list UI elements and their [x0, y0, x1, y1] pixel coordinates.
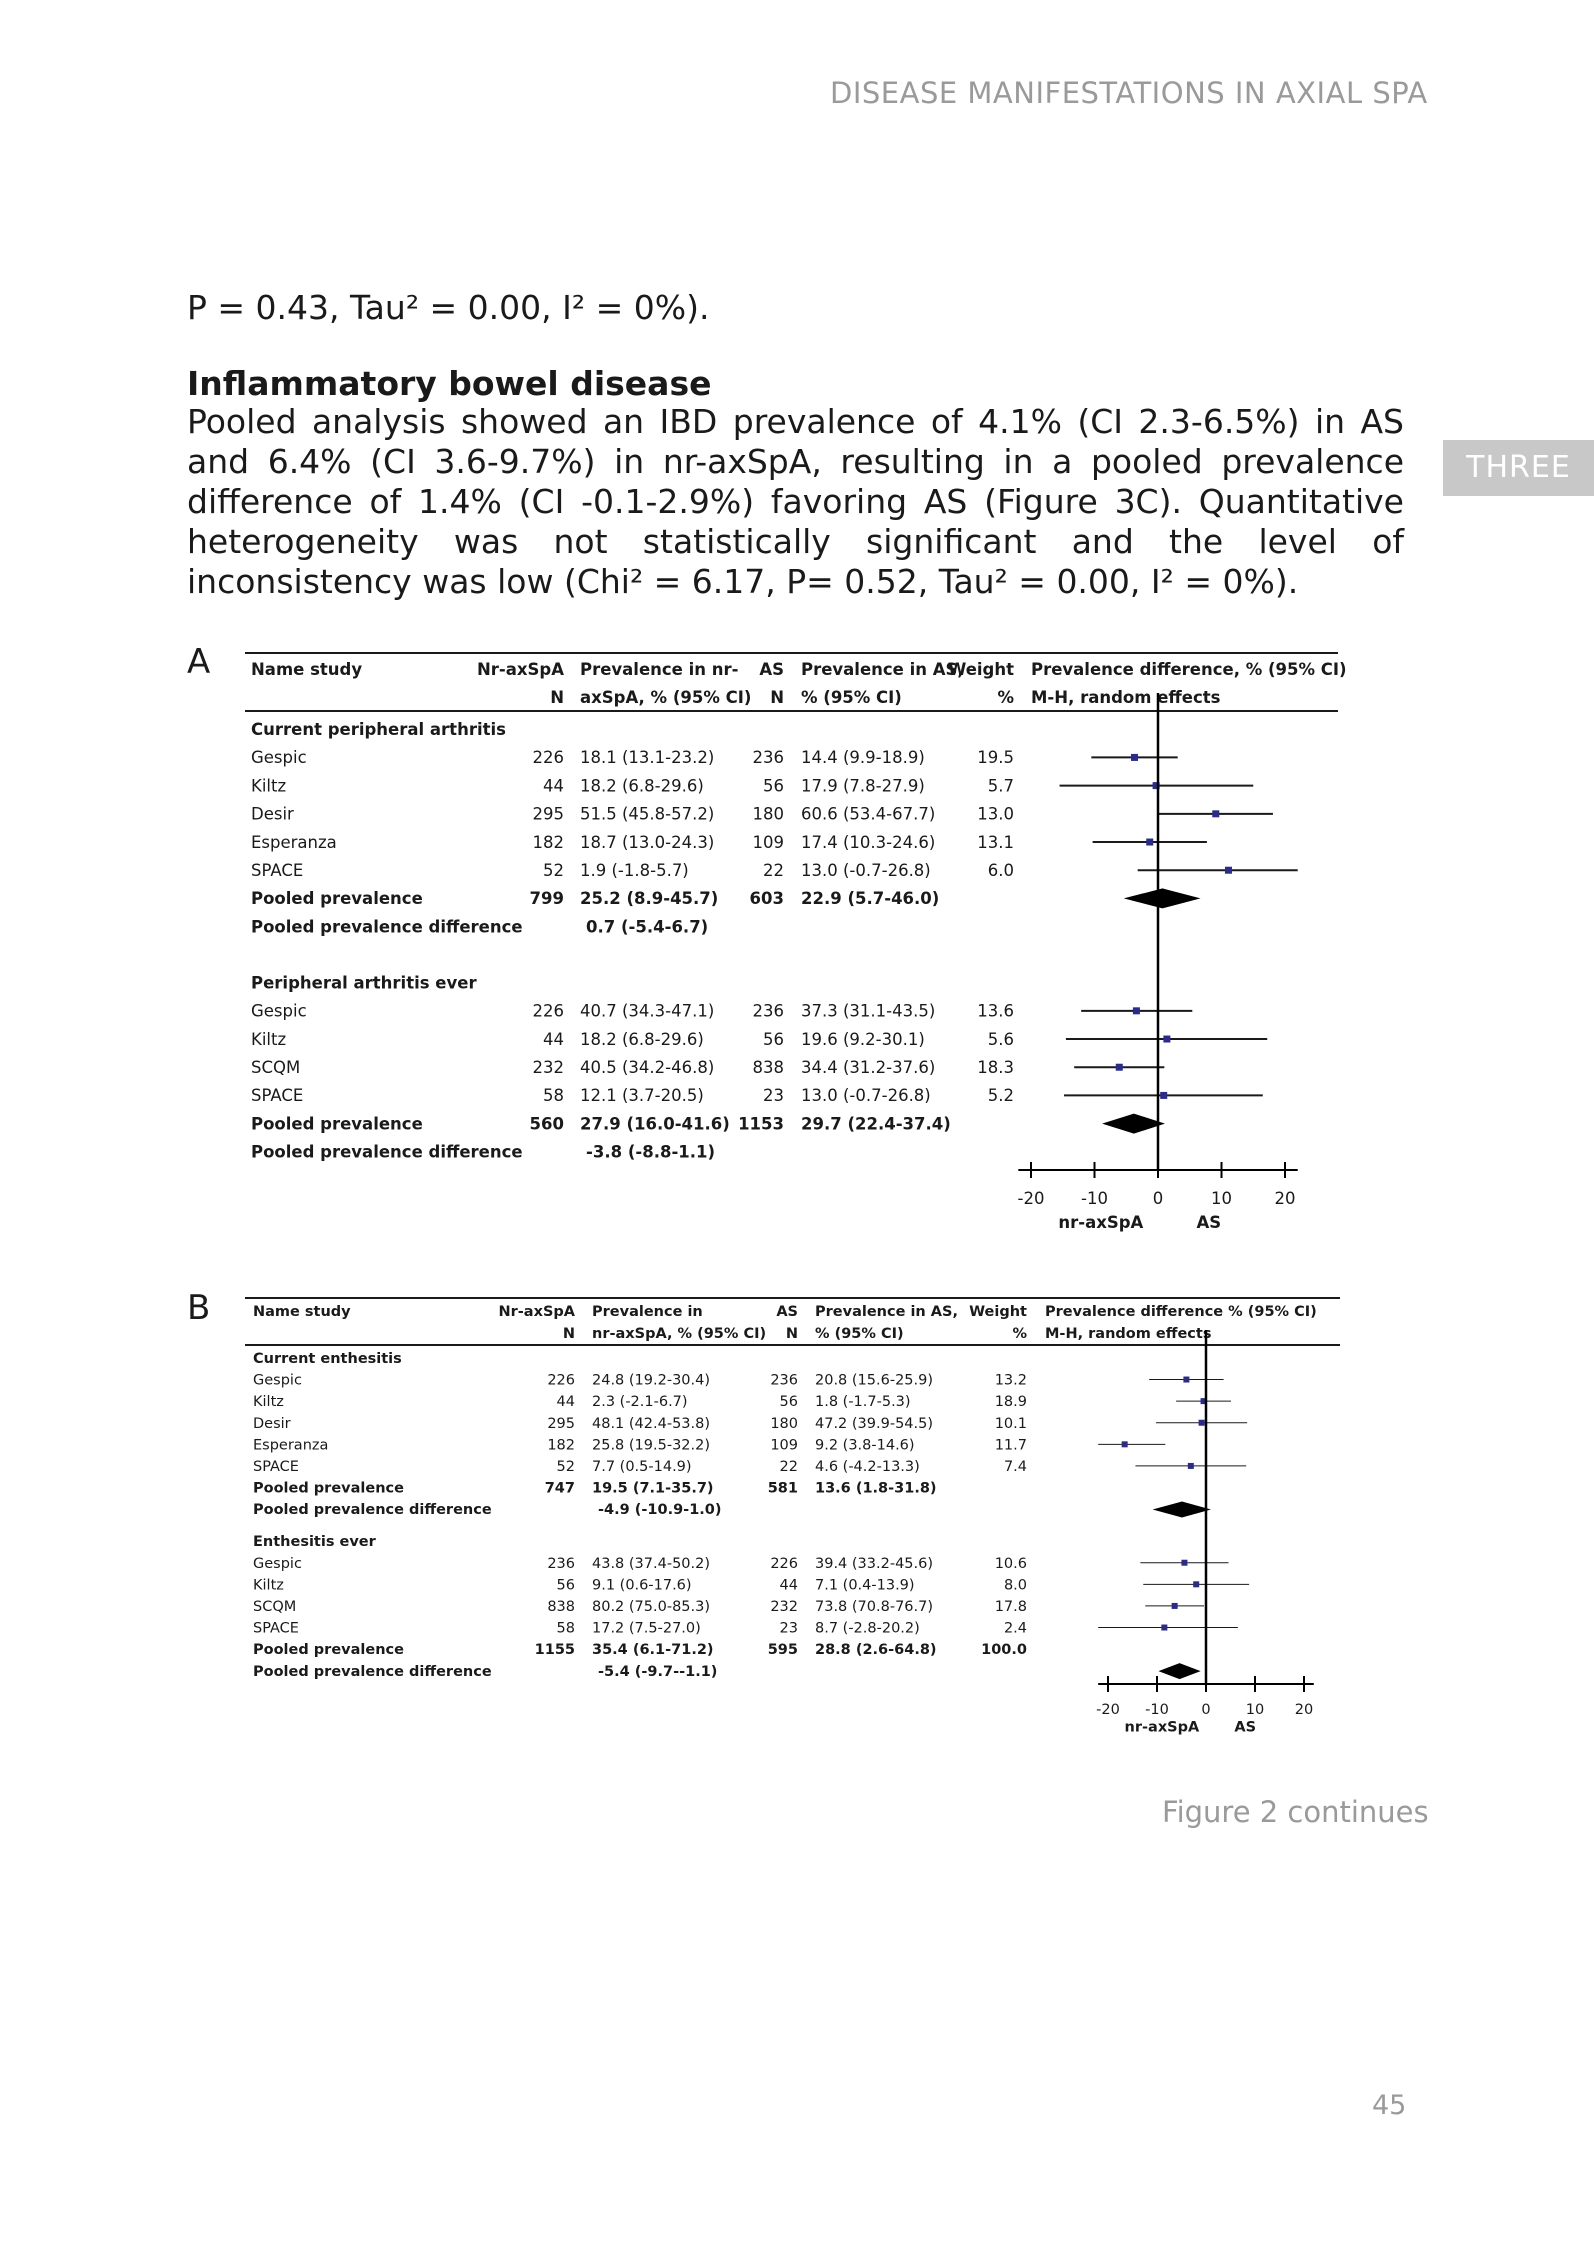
study-name: Esperanza — [251, 832, 337, 852]
study-name: Kiltz — [251, 776, 287, 796]
header-weight: Weight — [969, 1304, 1027, 1320]
pooled-prev-as: 28.8 (2.6-64.8) — [815, 1642, 937, 1659]
point-estimate-marker — [1193, 1581, 1199, 1587]
header-name-study: Name study — [251, 660, 363, 679]
study-weight: 5.2 — [987, 1086, 1014, 1106]
study-name: Kiltz — [253, 1577, 284, 1594]
study-n-as: 22 — [763, 861, 784, 880]
study-name: Esperanza — [253, 1437, 329, 1454]
study-n-nr: 52 — [556, 1459, 575, 1475]
study-prev-as: 37.3 (31.1-43.5) — [801, 1001, 936, 1021]
pooled-n-as: 595 — [767, 1642, 798, 1659]
study-prev-nr: 2.3 (-2.1-6.7) — [592, 1394, 688, 1411]
study-prev-as: 1.8 (-1.7-5.3) — [815, 1394, 911, 1411]
study-n-nr: 58 — [543, 1086, 564, 1106]
study-n-nr: 226 — [532, 748, 564, 768]
study-weight: 13.6 — [977, 1001, 1014, 1021]
header-prev-nr-unit: nr-axSpA, % (95% CI) — [592, 1326, 767, 1342]
pooled-weight: 100.0 — [981, 1642, 1027, 1659]
x-tick-label: -20 — [1017, 1189, 1045, 1208]
header-prev-diff: Prevalence difference % (95% CI) — [1045, 1304, 1317, 1320]
point-estimate-marker — [1183, 1377, 1189, 1383]
pooled-diff-label: Pooled prevalence difference — [251, 917, 523, 937]
study-n-as: 109 — [752, 832, 784, 852]
study-name: Gespic — [253, 1555, 302, 1572]
pooled-n-nr: 799 — [529, 889, 564, 909]
study-weight: 5.6 — [987, 1029, 1014, 1049]
header-weight: Weight — [948, 660, 1014, 679]
study-n-as: 56 — [763, 776, 784, 796]
study-n-as: 23 — [779, 1620, 798, 1637]
study-name: SPACE — [251, 1086, 304, 1106]
x-tick-label: -10 — [1145, 1702, 1169, 1718]
study-prev-nr: 51.5 (45.8-57.2) — [580, 804, 715, 824]
study-prev-as: 60.6 (53.4-67.7) — [801, 804, 936, 824]
header-n2-unit: N — [785, 1326, 798, 1342]
study-n-nr: 44 — [543, 1029, 564, 1049]
group-title: Current peripheral arthritis — [251, 720, 506, 739]
study-prev-nr: 40.7 (34.3-47.1) — [580, 1001, 715, 1021]
study-prev-nr: 48.1 (42.4-53.8) — [592, 1415, 711, 1432]
study-weight: 19.5 — [977, 748, 1014, 768]
header-prev-as-unit: % (95% CI) — [815, 1326, 904, 1342]
study-n-as: 180 — [752, 804, 784, 824]
header-prev-nr: Prevalence in nr- — [580, 660, 739, 679]
figure-b-label: B — [187, 1288, 211, 1328]
study-n-as: 56 — [779, 1394, 798, 1411]
study-weight: 6.0 — [987, 861, 1014, 880]
pooled-prev-as: 13.6 (1.8-31.8) — [815, 1480, 937, 1497]
study-n-as: 180 — [770, 1415, 798, 1432]
study-n-nr: 182 — [532, 832, 564, 852]
study-name: Desir — [253, 1415, 291, 1432]
study-prev-nr: 24.8 (19.2-30.4) — [592, 1372, 711, 1389]
study-prev-as: 17.9 (7.8-27.9) — [801, 776, 925, 796]
study-prev-nr: 7.7 (0.5-14.9) — [592, 1459, 692, 1475]
group-title: Peripheral arthritis ever — [251, 973, 477, 993]
study-prev-nr: 43.8 (37.4-50.2) — [592, 1555, 711, 1572]
chapter-tab: THREE — [1443, 440, 1594, 496]
study-prev-as: 39.4 (33.2-45.6) — [815, 1555, 934, 1572]
study-n-nr: 838 — [547, 1599, 575, 1615]
pooled-diff-value: -5.4 (-9.7--1.1) — [598, 1663, 718, 1680]
header-prev-diff: Prevalence difference, % (95% CI) — [1031, 660, 1347, 679]
study-weight: 18.3 — [977, 1058, 1014, 1077]
header-name-study: Name study — [253, 1304, 351, 1320]
study-weight: 5.7 — [987, 776, 1014, 796]
study-n-as: 236 — [770, 1372, 798, 1389]
pooled-n-nr: 1155 — [534, 1642, 575, 1659]
pooled-n-as: 603 — [749, 889, 784, 909]
study-name: Gespic — [253, 1372, 302, 1389]
study-n-nr: 295 — [547, 1415, 575, 1432]
study-prev-as: 34.4 (31.2-37.6) — [801, 1058, 936, 1077]
pooled-diamond — [1158, 1663, 1200, 1679]
header-n1-unit: N — [550, 688, 564, 707]
study-name: SPACE — [251, 861, 304, 880]
study-prev-as: 9.2 (3.8-14.6) — [815, 1437, 915, 1454]
body-paragraph: Pooled analysis showed an IBD prevalence of 4.1% (CI 2.3-6.5%) in AS and 6.4% (CI 3.6-9.7%) in nr-axSpA, resulting in a pooled prevalence difference of 1.4% (CI -0.1-2.9%) favoring AS (Figure 3C). Quantitative heterogeneity was not statistically significant and the level of inconsistency was low (Chi² = 6.17, P= 0.52, Tau² = 0.00, I² = 0%). — [187, 402, 1404, 601]
x-tick-label: 0 — [1152, 1189, 1164, 1208]
x-axis-right-label: AS — [1196, 1213, 1222, 1233]
header-n1-unit: N — [562, 1326, 575, 1342]
header-prev-nr-unit: axSpA, % (95% CI) — [580, 688, 752, 707]
study-n-nr: 56 — [556, 1577, 575, 1594]
study-weight: 13.0 — [977, 804, 1014, 824]
header-n1: Nr-axSpA — [476, 660, 564, 679]
header-n1: Nr-axSpA — [498, 1304, 575, 1320]
study-prev-as: 13.0 (-0.7-26.8) — [801, 861, 931, 880]
top-text-line: P = 0.43, Tau² = 0.00, I² = 0%). — [187, 288, 710, 327]
pooled-prev-as: 29.7 (22.4-37.4) — [801, 1114, 951, 1134]
study-weight: 13.1 — [977, 832, 1014, 852]
x-tick-label: 20 — [1294, 1702, 1314, 1718]
study-prev-nr: 12.1 (3.7-20.5) — [580, 1086, 704, 1106]
study-n-nr: 44 — [556, 1394, 575, 1411]
study-n-nr: 182 — [547, 1437, 575, 1454]
study-prev-nr: 17.2 (7.5-27.0) — [592, 1620, 701, 1637]
x-tick-label: -20 — [1096, 1702, 1120, 1718]
pooled-diff-value: 0.7 (-5.4-6.7) — [586, 917, 709, 937]
study-weight: 17.8 — [994, 1599, 1027, 1615]
pooled-prev-nr: 35.4 (6.1-71.2) — [592, 1642, 714, 1659]
study-prev-as: 47.2 (39.9-54.5) — [815, 1415, 934, 1432]
group-title: Enthesitis ever — [253, 1534, 376, 1551]
study-name: Gespic — [251, 1001, 307, 1021]
study-n-nr: 232 — [532, 1058, 564, 1077]
figure-continues-note: Figure 2 continues — [1162, 1795, 1429, 1829]
pooled-prev-as: 22.9 (5.7-46.0) — [801, 889, 940, 909]
study-prev-nr: 1.9 (-1.8-5.7) — [580, 861, 689, 880]
pooled-n-nr: 560 — [529, 1114, 564, 1134]
study-n-as: 226 — [770, 1555, 798, 1572]
pooled-prev-nr: 19.5 (7.1-35.7) — [592, 1480, 714, 1497]
study-prev-nr: 18.2 (6.8-29.6) — [580, 776, 704, 796]
study-name: SCQM — [253, 1599, 297, 1615]
pooled-diff-value: -3.8 (-8.8-1.1) — [586, 1142, 716, 1162]
header-n2: AS — [759, 660, 784, 679]
study-n-nr: 44 — [543, 776, 564, 796]
study-n-as: 56 — [763, 1029, 784, 1049]
study-n-as: 44 — [779, 1577, 798, 1594]
study-name: Kiltz — [253, 1394, 284, 1411]
study-prev-as: 8.7 (-2.8-20.2) — [815, 1620, 920, 1637]
study-n-nr: 295 — [532, 804, 564, 824]
study-name: SPACE — [253, 1459, 299, 1475]
x-axis-right-label: AS — [1234, 1719, 1257, 1736]
study-name: Kiltz — [251, 1029, 287, 1049]
study-prev-nr: 25.8 (19.5-32.2) — [592, 1437, 711, 1454]
header-n2: AS — [776, 1304, 798, 1320]
header-method: M-H, random effects — [1045, 1326, 1212, 1342]
header-prev-as-unit: % (95% CI) — [801, 688, 902, 707]
header-prev-as: Prevalence in AS, — [815, 1304, 958, 1320]
pooled-label: Pooled prevalence — [253, 1642, 404, 1659]
study-name: Desir — [251, 804, 294, 824]
study-prev-nr: 18.7 (13.0-24.3) — [580, 832, 715, 852]
running-head: DISEASE MANIFESTATIONS IN AXIAL SPA — [830, 76, 1428, 110]
study-n-as: 236 — [752, 1001, 784, 1021]
study-prev-as: 4.6 (-4.2-13.3) — [815, 1459, 920, 1475]
study-weight: 8.0 — [1003, 1577, 1027, 1594]
study-name: SPACE — [253, 1620, 299, 1637]
pooled-prev-nr: 25.2 (8.9-45.7) — [580, 889, 719, 909]
pooled-label: Pooled prevalence — [251, 889, 423, 909]
pooled-diff-value: -4.9 (-10.9-1.0) — [598, 1502, 722, 1519]
pooled-diff-label: Pooled prevalence difference — [253, 1502, 492, 1519]
study-weight: 2.4 — [1003, 1620, 1027, 1637]
header-prev-as: Prevalence in AS, — [801, 660, 964, 679]
point-estimate-marker — [1199, 1420, 1205, 1426]
pooled-diff-label: Pooled prevalence difference — [251, 1142, 523, 1162]
page-number: 45 — [1372, 2090, 1407, 2121]
pooled-label: Pooled prevalence — [253, 1480, 404, 1497]
study-weight: 10.1 — [994, 1415, 1027, 1432]
header-prev-nr: Prevalence in — [592, 1304, 703, 1320]
study-weight: 10.6 — [994, 1555, 1027, 1572]
pooled-diamond — [1153, 1502, 1211, 1518]
pooled-n-nr: 747 — [544, 1480, 575, 1497]
study-weight: 13.2 — [994, 1372, 1027, 1389]
point-estimate-marker — [1172, 1603, 1178, 1609]
study-n-nr: 58 — [556, 1620, 575, 1637]
study-n-as: 22 — [779, 1459, 798, 1475]
study-prev-nr: 80.2 (75.0-85.3) — [592, 1599, 711, 1615]
header-weight-unit: % — [997, 688, 1014, 707]
x-axis-left-label: nr-axSpA — [1124, 1719, 1200, 1736]
pooled-prev-nr: 27.9 (16.0-41.6) — [580, 1114, 730, 1134]
point-estimate-marker — [1181, 1560, 1187, 1566]
study-prev-as: 20.8 (15.6-25.9) — [815, 1372, 934, 1389]
point-estimate-marker — [1188, 1463, 1194, 1469]
pooled-n-as: 1153 — [738, 1114, 784, 1134]
study-prev-as: 13.0 (-0.7-26.8) — [801, 1086, 931, 1106]
study-prev-nr: 9.1 (0.6-17.6) — [592, 1577, 692, 1594]
header-weight-unit: % — [1012, 1326, 1027, 1342]
x-tick-label: 10 — [1245, 1702, 1265, 1718]
x-axis-left-label: nr-axSpA — [1058, 1213, 1144, 1233]
study-prev-nr: 18.2 (6.8-29.6) — [580, 1029, 704, 1049]
x-tick-label: 0 — [1201, 1702, 1211, 1718]
study-n-as: 109 — [770, 1437, 798, 1454]
study-n-as: 236 — [752, 748, 784, 768]
x-tick-label: 10 — [1211, 1189, 1232, 1208]
study-name: SCQM — [251, 1058, 301, 1077]
figure-a-label: A — [187, 642, 211, 682]
study-n-nr: 226 — [532, 1001, 564, 1021]
study-prev-as: 19.6 (9.2-30.1) — [801, 1029, 925, 1049]
point-estimate-marker — [1122, 1441, 1128, 1447]
header-method: M-H, random effects — [1031, 688, 1221, 707]
study-name: Gespic — [251, 748, 307, 768]
study-prev-nr: 18.1 (13.1-23.2) — [580, 748, 715, 768]
study-prev-nr: 40.5 (34.2-46.8) — [580, 1058, 715, 1077]
x-tick-label: 20 — [1274, 1189, 1296, 1208]
point-estimate-marker — [1161, 1625, 1167, 1631]
pooled-label: Pooled prevalence — [251, 1114, 423, 1134]
study-prev-as: 17.4 (10.3-24.6) — [801, 832, 936, 852]
study-weight: 18.9 — [994, 1394, 1027, 1411]
study-n-nr: 236 — [547, 1555, 575, 1572]
pooled-n-as: 581 — [767, 1480, 798, 1497]
study-n-as: 838 — [752, 1058, 784, 1077]
section-heading: Inflammatory bowel disease — [187, 364, 712, 403]
x-tick-label: -10 — [1081, 1189, 1108, 1208]
header-n2-unit: N — [770, 688, 784, 707]
study-prev-as: 14.4 (9.9-18.9) — [801, 748, 925, 768]
study-n-as: 23 — [763, 1086, 784, 1106]
study-prev-as: 73.8 (70.8-76.7) — [815, 1599, 934, 1615]
pooled-diff-label: Pooled prevalence difference — [253, 1663, 492, 1680]
study-n-as: 232 — [770, 1599, 798, 1615]
study-weight: 7.4 — [1003, 1459, 1027, 1475]
group-title: Current enthesitis — [253, 1351, 402, 1367]
study-prev-as: 7.1 (0.4-13.9) — [815, 1577, 915, 1594]
study-n-nr: 226 — [547, 1372, 575, 1389]
study-n-nr: 52 — [543, 861, 564, 880]
study-weight: 11.7 — [994, 1437, 1027, 1454]
